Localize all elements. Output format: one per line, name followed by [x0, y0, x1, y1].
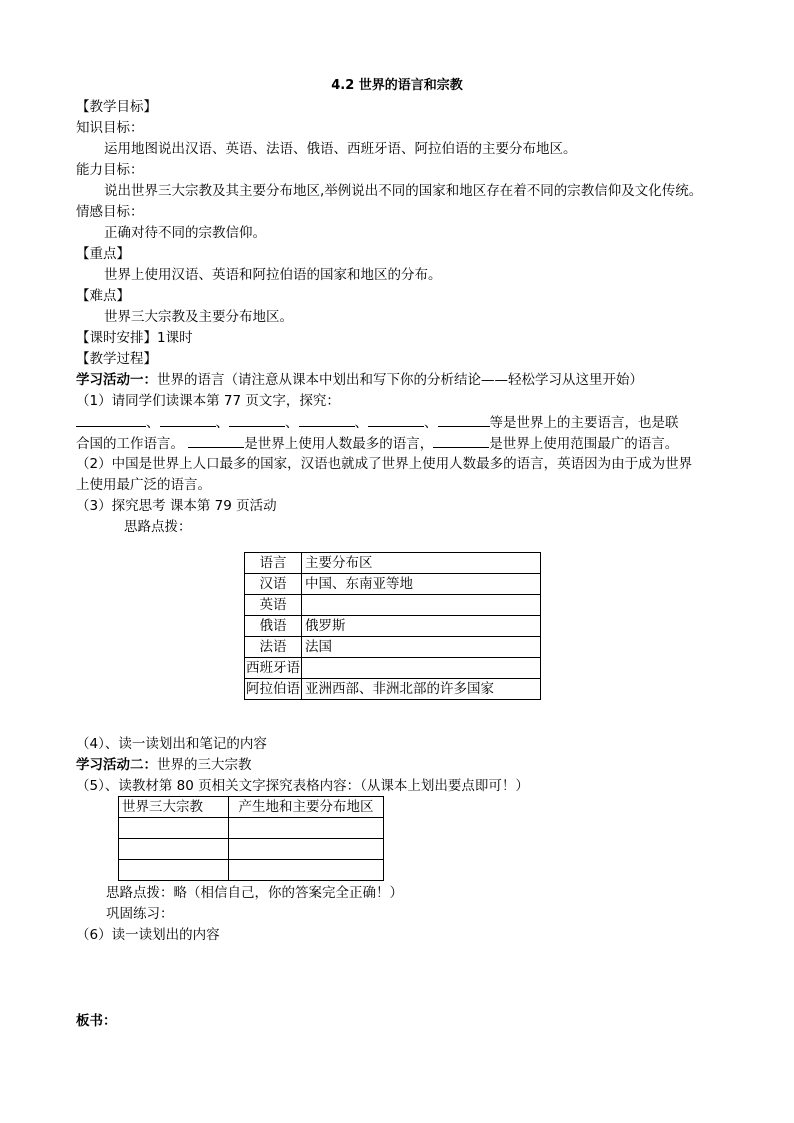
emotion-label: 情感目标： [76, 204, 144, 220]
table-cell[interactable] [119, 839, 229, 860]
q1-line2-b: 是世界上使用人数最多的语言， [244, 436, 434, 452]
schedule: 【课时安排】1课时 [76, 330, 193, 346]
hint1: 思路点拨： [124, 519, 192, 535]
fill-blank[interactable] [368, 412, 424, 427]
table-cell: 阿拉伯语 [245, 679, 302, 700]
table-header-cell: 世界三大宗教 [119, 797, 229, 818]
separator: 、 [285, 415, 299, 431]
q5: （5）、读教材第 80 页相关文字探究表格内容：（从课本上划出要点即可！） [76, 778, 529, 794]
table-row [245, 574, 541, 595]
table-cell[interactable] [229, 839, 384, 860]
emotion-text: 正确对待不同的宗教信仰。 [104, 225, 266, 241]
fill-blank[interactable] [188, 433, 244, 448]
q1-intro: （1）请同学们读课本第 77 页文字，探究： [76, 393, 340, 409]
q1-line2 [76, 433, 678, 454]
table-cell: 俄语 [245, 616, 302, 637]
ability-text: 说出世界三大宗教及其主要分布地区,举例说出不同的国家和地区存在着不同的宗教信仰及文化传统。 [104, 183, 703, 199]
table-cell[interactable] [119, 860, 229, 881]
fill-blank[interactable] [438, 412, 490, 427]
table-header-row [245, 553, 541, 574]
separator: 、 [354, 415, 368, 431]
table-cell: 英语 [245, 595, 302, 616]
table-row [119, 839, 384, 860]
table-header-row [119, 797, 384, 818]
process-heading: 【教学过程】 [76, 351, 157, 367]
activity2-heading [76, 755, 252, 775]
objectives-heading: 【教学目标】 [76, 99, 157, 115]
table-cell[interactable] [119, 818, 229, 839]
table-cell[interactable] [302, 595, 541, 616]
table-cell: 俄罗斯 [302, 616, 541, 637]
table-cell: 亚洲西部、非洲北部的许多国家 [302, 679, 541, 700]
knowledge-label: 知识目标： [76, 120, 144, 136]
separator: 、 [215, 415, 229, 431]
activity1-heading [76, 370, 643, 390]
activity2-title: 世界的三大宗教 [157, 757, 252, 773]
practice-label: 巩固练习： [106, 906, 174, 922]
q2-line1: （2）中国是世界上人口最多的国家，汉语也就成了世界上使用人数最多的语言，英语因为由于成为世界 [76, 456, 693, 472]
table-header-cell: 语言 [245, 553, 302, 574]
language-table [244, 552, 541, 700]
separator: 、 [146, 415, 160, 431]
fill-blank[interactable] [299, 412, 355, 427]
page-title: 4.2 世界的语言和宗教 [331, 78, 463, 93]
table-row [119, 860, 384, 881]
table-cell[interactable] [229, 860, 384, 881]
activity2-label: 学习活动二： [76, 757, 157, 773]
activity1-title: 世界的语言（请注意从课本中划出和写下你的分析结论——轻松学习从这里开始） [157, 372, 643, 388]
q1-line2-a: 合国的工作语言。 [76, 436, 184, 452]
difficulty-text: 世界三大宗教及主要分布地区。 [104, 309, 293, 325]
table-row [119, 818, 384, 839]
table-cell: 汉语 [245, 574, 302, 595]
table-cell: 西班牙语 [245, 658, 302, 679]
table-cell: 法国 [302, 637, 541, 658]
activity1-label: 学习活动一： [76, 372, 157, 388]
q6: （6）读一读划出的内容 [76, 927, 220, 943]
table-cell: 中国、东南亚等地 [302, 574, 541, 595]
table-row [245, 595, 541, 616]
table-row [245, 616, 541, 637]
fill-blank[interactable] [160, 412, 216, 427]
table-header-cell: 主要分布区 [302, 553, 541, 574]
q2-line2: 上使用最广泛的语言。 [76, 477, 211, 493]
key-point-text: 世界上使用汉语、英语和阿拉伯语的国家和地区的分布。 [104, 267, 442, 283]
table-row [245, 658, 541, 679]
table-cell[interactable] [302, 658, 541, 679]
ability-label: 能力目标： [76, 162, 144, 178]
separator: 、 [424, 415, 438, 431]
q1-tail: 等是世界上的主要语言，也是联 [489, 415, 679, 431]
religion-table [118, 796, 384, 881]
q1-fill-line [76, 412, 679, 433]
board-label: 板书： [76, 1013, 117, 1029]
knowledge-text: 运用地图说出汉语、英语、法语、俄语、西班牙语、阿拉伯语的主要分布地区。 [104, 141, 577, 157]
table-row [245, 679, 541, 700]
table-cell: 法语 [245, 637, 302, 658]
q4: （4）、读一读划出和笔记的内容 [76, 736, 267, 752]
fill-blank[interactable] [229, 412, 285, 427]
q3: （3）探究思考 课本第 79 页活动 [76, 498, 277, 514]
hint2: 思路点拨：略（相信自己，你的答案完全正确！） [106, 885, 403, 901]
fill-blank[interactable] [76, 412, 146, 427]
q1-line2-c: 是世界上使用范围最广的语言。 [489, 436, 679, 452]
table-header-cell: 产生地和主要分布地区 [229, 797, 384, 818]
fill-blank[interactable] [433, 433, 489, 448]
table-cell[interactable] [229, 818, 384, 839]
table-row [245, 637, 541, 658]
key-point-heading: 【重点】 [76, 246, 130, 262]
difficulty-heading: 【难点】 [76, 288, 130, 304]
